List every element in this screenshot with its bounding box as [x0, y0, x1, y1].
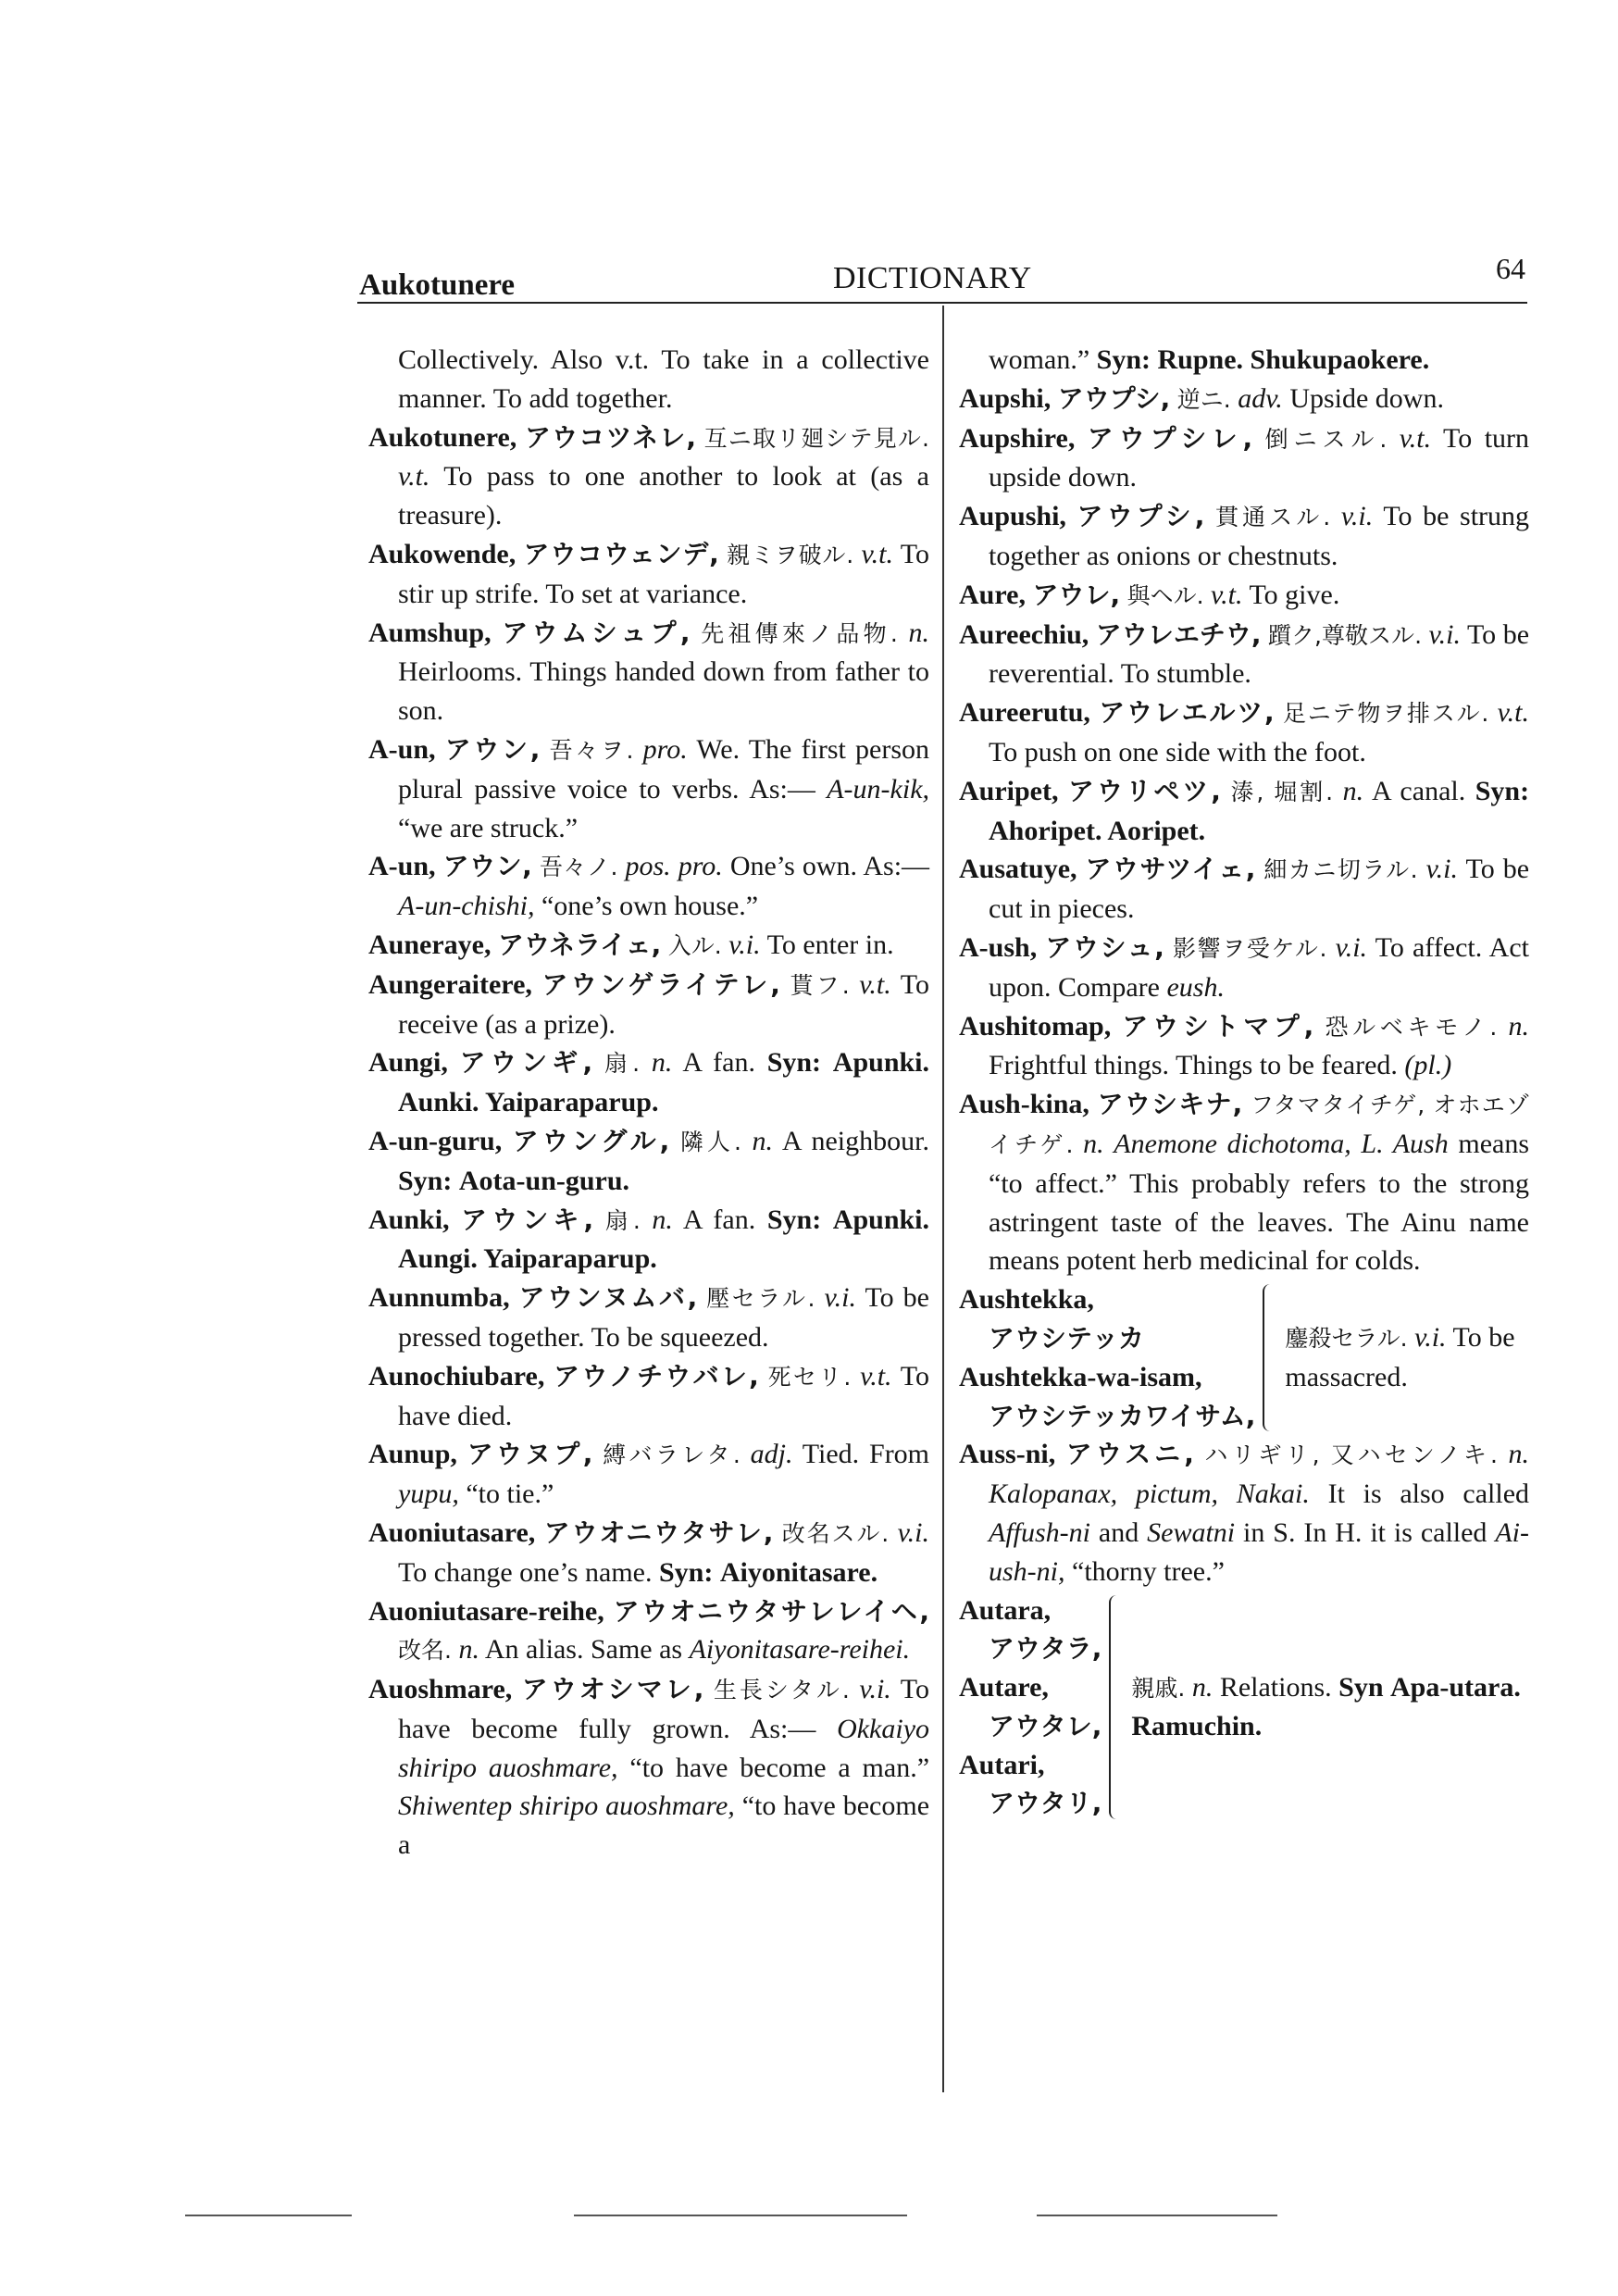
japanese-gloss: 貰フ.: [790, 971, 850, 999]
headword: Aupshire,: [959, 422, 1076, 454]
headword: Auoniutasare-reihe,: [368, 1595, 604, 1627]
headword: Auripet,: [959, 775, 1059, 806]
headword: A-un,: [368, 851, 436, 882]
dictionary-entry: [959, 693, 1529, 772]
definition: To pass to one another to look at (as a treasure).: [398, 461, 929, 531]
grouped-definition: [1285, 1318, 1529, 1397]
kana-reading: アウプシ,: [1077, 501, 1205, 532]
italic-term: yupu,: [398, 1479, 459, 1510]
headword: Aureechiu,: [959, 618, 1089, 650]
left-column: [368, 341, 929, 1865]
part-of-speech: n.: [458, 1634, 479, 1666]
japanese-gloss: 入ル.: [667, 931, 722, 959]
kana-reading: アウン,: [444, 733, 541, 765]
kana-reading: アウレエルツ,: [1099, 697, 1275, 729]
grouped-headwords: [959, 1591, 1101, 1824]
grouped-entry: [959, 1591, 1529, 1824]
part-of-speech: n.: [651, 1047, 673, 1079]
japanese-gloss: 死セリ.: [767, 1363, 852, 1391]
headword: Aunnumba,: [368, 1282, 510, 1314]
kana-reading: アウシキナ,: [1097, 1089, 1243, 1120]
definition: “we are struck.”: [398, 812, 579, 843]
kana-reading: アウタレ,: [989, 1710, 1102, 1741]
right-column: [959, 341, 1529, 1823]
italic-term: Kalopanax, pictum, Nakai.: [989, 1479, 1310, 1510]
dictionary-entry: [368, 418, 929, 535]
synonym-list: Rupne. Shukupaokere.: [1157, 344, 1430, 375]
kana-reading: アウリペツ,: [1067, 775, 1221, 806]
japanese-gloss: 細カニ切ラル.: [1263, 856, 1418, 884]
headword: Aupushi,: [959, 501, 1066, 532]
part-of-speech: v.i.: [1428, 618, 1461, 650]
definition: To be massacred.: [1285, 1322, 1515, 1393]
headword: Aushtekka,: [959, 1284, 1094, 1316]
kana-reading: アウノチウバレ,: [554, 1360, 759, 1391]
dictionary-entry: [368, 614, 929, 730]
japanese-gloss: 親戚.: [1131, 1674, 1186, 1702]
headword: Aupshi,: [959, 382, 1052, 414]
dictionary-entry: [368, 1122, 929, 1201]
definition: Relations.: [1219, 1671, 1332, 1703]
dictionary-entry: [959, 419, 1529, 498]
dictionary-entry: [368, 1201, 929, 1279]
definition: means “to affect.” This probably refers to the strong astringent taste of the leaves. The Ainu name means potent herb medicinal for colds.: [989, 1128, 1530, 1277]
headword: Aukotunere,: [368, 421, 517, 453]
japanese-gloss: 吾々ヲ.: [549, 736, 634, 764]
definition: Heirlooms. Things handed down from father to son.: [398, 656, 929, 727]
synonym-label: Syn: [1338, 1671, 1384, 1703]
synonym-list: Aota-un-guru.: [458, 1165, 630, 1196]
headword: Aungeraitere,: [368, 968, 532, 1000]
kana-reading: アウコウェンデ,: [523, 538, 719, 569]
definition: Frightful things. Things to be feared.: [989, 1050, 1398, 1081]
japanese-gloss: 溙, 堀割.: [1230, 778, 1334, 805]
part-of-speech: n.: [1083, 1128, 1104, 1159]
italic-term: (pl.): [1404, 1050, 1452, 1081]
synonym-label: Syn:: [766, 1047, 822, 1079]
headword: Ausatuye,: [959, 854, 1077, 885]
definition: A fan.: [682, 1204, 756, 1235]
japanese-gloss: 與ヘル.: [1126, 581, 1204, 609]
definition: An alias. Same as: [484, 1634, 683, 1666]
continued-entry: [368, 341, 929, 418]
part-of-speech: v.i.: [1425, 854, 1458, 885]
definition: To be pressed together. To be squeezed.: [398, 1282, 929, 1353]
kana-reading: アウンゲライテレ,: [541, 968, 780, 1000]
japanese-gloss: 躓ク,尊敬スル.: [1268, 621, 1423, 649]
definition: To turn upside down.: [989, 422, 1530, 493]
synonym-label: Syn:: [1096, 344, 1151, 375]
definition: To give.: [1249, 579, 1340, 610]
headword: Auneraye,: [368, 929, 492, 960]
japanese-gloss: 足ニテ物ヲ排スル.: [1282, 700, 1489, 728]
headword: Aukowende,: [368, 538, 517, 569]
synonym-label: Syn:: [1475, 775, 1530, 806]
kana-reading: アウオシマレ,: [521, 1674, 704, 1705]
part-of-speech: v.t.: [1497, 697, 1530, 729]
japanese-gloss: ハリギリ, 又ハセンノキ.: [1204, 1441, 1498, 1469]
definition: To change one’s name.: [398, 1556, 653, 1588]
headword: A-un-guru,: [368, 1125, 503, 1156]
part-of-speech: v.t.: [1211, 579, 1243, 610]
running-head-title: DICTIONARY: [833, 261, 1032, 295]
japanese-gloss: 隣人.: [679, 1128, 741, 1155]
definition: Collectively. Also v.t. To take in a collective manner. To add together.: [398, 344, 929, 414]
italic-term: Sewatni: [1147, 1516, 1236, 1548]
part-of-speech: n.: [908, 617, 930, 648]
definition: A neighbour.: [781, 1125, 929, 1156]
definition: Upside down.: [1289, 382, 1444, 414]
dictionary-entry: [368, 1592, 929, 1671]
japanese-gloss: 改名.: [398, 1637, 452, 1665]
part-of-speech: n.: [1191, 1671, 1214, 1703]
definition: To have become fully grown. As:—: [398, 1674, 929, 1744]
kana-reading: アウプシレ,: [1087, 422, 1253, 454]
synonym-list: Aiyonitasare.: [719, 1556, 878, 1588]
headword: Auoniutasare,: [368, 1516, 536, 1548]
definition: “to have become a: [398, 1791, 930, 1861]
dictionary-entry: [959, 1085, 1529, 1280]
definition: A fan.: [682, 1047, 755, 1079]
dictionary-entry: [368, 535, 929, 614]
definition: To be cut in pieces.: [989, 854, 1530, 925]
footer-rule: [1037, 2215, 1277, 2216]
japanese-gloss: 壓セラル.: [706, 1285, 815, 1313]
japanese-gloss: 扇.: [604, 1206, 641, 1234]
italic-term: Anemone dichotoma, L. Aush: [1114, 1128, 1449, 1159]
dictionary-entry: [959, 380, 1529, 419]
dictionary-entry: [959, 616, 1529, 694]
japanese-gloss: 逆ニ.: [1176, 385, 1231, 413]
italic-term: Shiwentep shiripo auoshmare,: [398, 1791, 735, 1822]
part-of-speech: v.i.: [824, 1282, 856, 1314]
definition: To have died.: [398, 1360, 930, 1431]
definition: To stir up strife. To set at variance.: [398, 538, 929, 609]
dictionary-entry: [368, 1279, 929, 1357]
definition: To be reverential. To stumble.: [989, 618, 1530, 690]
japanese-gloss: 倒ニスル.: [1264, 425, 1388, 453]
kana-reading: アウオニウタサレ,: [543, 1516, 774, 1548]
brace: [1109, 1595, 1126, 1820]
dictionary-entry: [368, 1435, 929, 1514]
grouped-definition: [1131, 1668, 1529, 1747]
kana-reading: アウヌプ,: [467, 1439, 593, 1470]
definition: To affect. Act upon. Compare: [989, 931, 1529, 1003]
footer-rule: [574, 2215, 907, 2216]
headword: Aumshup,: [368, 617, 492, 648]
part-of-speech: n.: [752, 1125, 774, 1156]
japanese-gloss: フタマタイチゲ, オホエゾイチゲ.: [989, 1092, 1530, 1158]
japanese-gloss: 縛バラレタ.: [603, 1441, 741, 1469]
definition: “one’s own house.”: [541, 891, 759, 922]
dictionary-entry: [959, 497, 1529, 576]
japanese-gloss: 先祖傳來ノ品物.: [701, 619, 898, 647]
headword: Aushitomap,: [959, 1010, 1112, 1042]
headword: Autara,: [959, 1594, 1052, 1626]
headword: A-ush,: [959, 931, 1038, 963]
kana-reading: アウプシ,: [1057, 382, 1171, 414]
synonym-list: Apa-utara. Ramuchin.: [1131, 1671, 1521, 1742]
definition: in S. In H. it is called: [1243, 1516, 1487, 1548]
dictionary-entry: [368, 926, 929, 966]
grouped-entry: [959, 1280, 1529, 1435]
definition: To receive (as a prize).: [398, 968, 929, 1040]
definition: Tied. From: [802, 1439, 930, 1470]
italic-term: Affush-ni: [989, 1516, 1090, 1548]
headword: Aungi,: [368, 1047, 448, 1079]
part-of-speech: n.: [652, 1204, 673, 1235]
italic-term: A-un-kik,: [827, 773, 930, 805]
japanese-gloss: 恐ルベキモノ.: [1325, 1013, 1498, 1041]
header-rule: [357, 302, 1527, 304]
kana-reading: アウスニ,: [1065, 1439, 1194, 1470]
dictionary-entry: [368, 847, 929, 926]
headword: Aush-kina,: [959, 1089, 1089, 1120]
synonym-label: Syn:: [658, 1556, 714, 1588]
italic-term: Ai-ush-ni,: [989, 1516, 1529, 1587]
definition: To push on one side with the foot.: [989, 736, 1366, 767]
kana-reading: アウサツイェ,: [1085, 854, 1256, 885]
kana-reading: アウタラ,: [989, 1633, 1102, 1665]
definition: To be strung together as onions or chestnuts.: [989, 501, 1530, 571]
kana-reading: アウシトマプ,: [1122, 1010, 1314, 1042]
part-of-speech: pro.: [642, 733, 688, 765]
italic-term: Aiyonitasare-reihei.: [689, 1634, 911, 1666]
column-divider: [942, 306, 944, 2092]
definition: and: [1098, 1516, 1139, 1548]
definition: One’s own. As:—: [729, 851, 930, 882]
definition: “to tie.”: [466, 1479, 554, 1510]
japanese-gloss: 親ミヲ破ル.: [727, 541, 854, 568]
continued-entry: [959, 341, 1529, 380]
synonym-list: Apunki. Aungi. Yaiparaparup.: [398, 1204, 930, 1275]
headword: Auss-ni,: [959, 1439, 1056, 1470]
italic-term: Okkaiyo shiripo auoshmare,: [398, 1713, 930, 1783]
synonym-label: Syn:: [398, 1165, 453, 1196]
japanese-gloss: 生長シタル.: [713, 1677, 850, 1704]
italic-term: A-un-chishi,: [398, 891, 535, 922]
dictionary-entry: [368, 1357, 929, 1436]
part-of-speech: n.: [1508, 1439, 1529, 1470]
synonym-list: Ahoripet. Aoripet.: [989, 815, 1206, 846]
page-header: [359, 248, 1527, 304]
dictionary-entry: [368, 730, 929, 847]
definition: “thorny tree.”: [1072, 1555, 1225, 1587]
kana-reading: アウオニウタサレレイヘ,: [613, 1595, 930, 1627]
kana-reading: アウシュ,: [1045, 931, 1164, 963]
page-number: 64: [1496, 252, 1525, 285]
headword: Auoshmare,: [368, 1674, 513, 1705]
kana-reading: アウネライェ,: [497, 929, 662, 960]
headword: Autari,: [959, 1749, 1045, 1780]
kana-reading: アウタリ,: [989, 1788, 1102, 1819]
kana-reading: アウングル,: [512, 1125, 670, 1156]
japanese-gloss: 吾々ノ.: [539, 854, 618, 881]
dictionary-entry: [368, 1514, 929, 1592]
brace: [1263, 1284, 1279, 1431]
japanese-gloss: 扇.: [604, 1050, 641, 1078]
japanese-gloss: 改名スル.: [781, 1519, 890, 1547]
synonym-label: Syn:: [766, 1204, 822, 1235]
dictionary-entry: [959, 576, 1529, 616]
japanese-gloss: 互ニ取リ廻シテ見ル.: [703, 424, 929, 452]
kana-reading: アウンキ,: [461, 1204, 594, 1235]
dictionary-entry: [959, 850, 1529, 929]
kana-reading: アウコツネレ,: [524, 421, 696, 453]
part-of-speech: adj.: [750, 1439, 793, 1470]
japanese-gloss: 影響ヲ受ケル.: [1173, 934, 1327, 962]
part-of-speech: v.i.: [1340, 501, 1374, 532]
headword: Aushtekka-wa-isam,: [959, 1361, 1202, 1392]
part-of-speech: v.i.: [728, 929, 761, 960]
definition: “to have become a man.”: [629, 1752, 930, 1783]
synonym-list: Apunki. Aunki. Yaiparaparup.: [398, 1047, 930, 1118]
grouped-headwords: [959, 1280, 1255, 1435]
japanese-gloss: 貫通スル.: [1214, 504, 1331, 531]
definition: We. The first person plural passive voice to verbs. As:—: [398, 733, 930, 805]
part-of-speech: v.i.: [1335, 931, 1368, 963]
part-of-speech: v.t.: [861, 538, 893, 569]
part-of-speech: v.i.: [1414, 1322, 1447, 1354]
part-of-speech: adv.: [1238, 382, 1283, 414]
part-of-speech: v.i.: [897, 1516, 929, 1548]
kana-reading: アウンギ,: [459, 1047, 593, 1079]
headword: A-un,: [368, 733, 436, 765]
part-of-speech: v.t.: [398, 461, 430, 493]
dictionary-entry: [368, 966, 929, 1044]
headword: Aunki,: [368, 1204, 450, 1235]
part-of-speech: v.t.: [1399, 422, 1432, 454]
japanese-gloss: 鏖殺セラル.: [1285, 1325, 1408, 1353]
headword: Autare,: [959, 1672, 1049, 1703]
dictionary-entry: [959, 1007, 1529, 1086]
running-head-word: Aukotunere: [359, 268, 516, 302]
definition: It is also called: [1327, 1479, 1530, 1510]
part-of-speech: v.t.: [859, 968, 891, 1000]
part-of-speech: v.t.: [860, 1360, 892, 1391]
part-of-speech: n.: [1508, 1010, 1530, 1042]
footer-rule: [185, 2215, 352, 2216]
kana-reading: アウン,: [442, 851, 532, 882]
part-of-speech: pos. pro.: [625, 851, 723, 882]
headword: Aureerutu,: [959, 697, 1090, 729]
dictionary-entry: [959, 772, 1529, 851]
part-of-speech: v.i.: [859, 1674, 891, 1705]
kana-reading: アウンヌムバ,: [518, 1282, 698, 1314]
kana-reading: アウレエチウ,: [1095, 618, 1262, 650]
dictionary-entry: [368, 1670, 929, 1865]
headword: Aunochiubare,: [368, 1360, 545, 1391]
part-of-speech: n.: [1342, 775, 1364, 806]
dictionary-entry: [959, 1435, 1529, 1591]
definition: woman.”: [989, 344, 1090, 375]
kana-reading: アウムシュプ,: [502, 617, 691, 648]
italic-term: eush.: [1166, 971, 1225, 1003]
dictionary-entry: [959, 929, 1529, 1007]
kana-reading: アウシテッカワイサム,: [989, 1400, 1256, 1431]
headword: Aunup,: [368, 1439, 457, 1470]
kana-reading: アウシテッカ: [989, 1322, 1145, 1354]
headword: Aure,: [959, 579, 1026, 610]
dictionary-entry: [368, 1043, 929, 1122]
definition: To enter in.: [766, 929, 894, 960]
definition: A canal.: [1371, 775, 1466, 806]
kana-reading: アウレ,: [1032, 579, 1121, 610]
